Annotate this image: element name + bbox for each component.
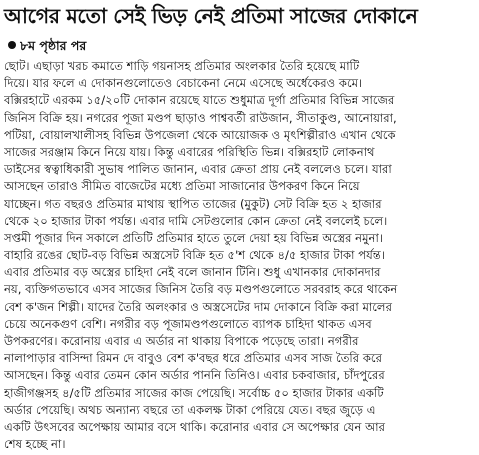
body-line: এবার প্রতিমার বড় অস্ত্রের চাহিদা নেই বলে জানান টিনি। শুধু এখানকার দোকানদার — [4, 265, 381, 280]
body-line: আসছেন তারাও সীমিত বাজেটের মধ্যে প্রতিমা সাজানোর উপকরণ কিনে নিয়ে — [4, 179, 360, 194]
body-line: থেকে ২০ হাজার টাকা পর্যন্ত। এবার দামি সেটগুলোর কোন ক্রেতা নেই বললেই চলে। — [4, 213, 388, 228]
body-line: দিয়ে। যার ফলে এ দোকানগুলোতেও বেচাকেনা নেমে এসেছে অর্ধেকেরও কমে। — [4, 76, 363, 91]
body-line: আসছেন। কিন্তু এবার তেমন কোন অর্ডার পাননি তিনিও। এবার চকবাজার, চাঁদপুরের — [4, 368, 385, 383]
body-line: ডাইসের স্বত্বাধিকারী সুভাষ পালিত জানান, এবার ক্রেতা প্রায় নেই বললেও চলে। যারা — [4, 162, 392, 177]
body-line: উপকরণের। করোনায় এবার এ অর্ডার না থাকায় বিপাকে পড়েছে তারা। নগরীর — [4, 334, 359, 348]
continuation-marker — [8, 38, 86, 54]
body-line: নালাপাড়ার বাসিন্দা রিমন দে বাবুও বেশ ক'বছর ধরে প্রতিমার এসব সাজ তৈরি করে — [4, 351, 382, 366]
article-body — [4, 58, 474, 453]
body-line: সপ্তমী পূজার দিন সকালে প্রতিটি প্রতিমার হাতে তুলে দেয়া হয় বিভিন্ন অস্ত্রের নমুনা। — [4, 230, 383, 245]
body-line: শেষ হচ্ছে না। — [4, 437, 66, 452]
headline: আগের মতো সেই ভিড় নেই প্রতিমা সাজের দোকানে — [4, 4, 418, 28]
body-line: বেশ ক'জন শিল্পী। যাদের তৈরি অলংকার ও অস্ত্রসেটের দাম দোকানে বিক্রি করা মালের — [4, 299, 392, 314]
body-line: পটিয়া, বোয়ালখালীসহ বিভিন্ন উপজেলা থেকে আয়োজক ও মৃৎশিল্পীরাও এখান থেকে — [4, 127, 396, 142]
body-line: একটি উৎসবের অপেক্ষায় আমার বসে থাকি। করোনার এবার সে অপেক্ষার যেন আর — [4, 419, 385, 434]
body-line: অর্ডার পেয়েছি। অথচ অন্যান্য বছরে তা একলক্ষ টাকা পেরিয়ে যেত। বছর জুড়ে এ — [4, 402, 376, 417]
body-line: ছোট। এছাড়া খরচ কমাতে শাড়ি গয়নাসহ প্রতিমার অংলকার তৈরি হয়েছে মাটি — [4, 59, 360, 73]
body-line: বাহারি রঙের ছোট-বড় বিভিন্ন অস্ত্রসেট বিক্রি হত ৫'শ থেকে ৪/৫ হাজার টাকা পর্যন্ত। — [4, 248, 385, 263]
body-line: হাজীগঞ্জসহ ৪/৫টি প্রতিমার সাজের কাজ পেয়েছি। সর্বোচ্চ ৫০ হাজার টাকার একটি — [4, 385, 384, 400]
body-line: যাচ্ছেন। গত বছরও প্রতিমার মাথায় স্থাপিত তাজের (মুকুট) সেট বিক্রি হত ২ হাজার — [4, 196, 382, 211]
body-line: জিনিস বিক্রি হয়। নগরের পূজা মণ্ডপ ছাড়াও পাশ্ববর্তী রাউজান, সীতাকুণ্ড, আনোয়ারা, — [4, 110, 397, 125]
body-line: বক্সিরহাটে এরকম ১৫/২০টি দোকান রয়েছে যাতে শুধুমাত্র দূর্গা প্রতিমার বিভিন্ন সাজের — [4, 93, 395, 108]
body-line: চেয়ে অনেকগুণ বেশি। নগরীর বড় পূজামণ্ডপগুলোতে ব্যাপক চাহিদা থাকত এসব — [4, 316, 372, 331]
bullet-icon — [8, 41, 16, 49]
body-line: সাজের সরঞ্জাম কিনে নিয়ে যায়। কিন্তু এবারের পরিস্থিতি ভিন্ন। বক্সিরহাট লোকনাথ — [4, 144, 375, 159]
body-line: নয়, ব্যক্তিগতভাবে এসব সাজের জিনিস তৈরি বড় মণ্ডপগুলোতে সরবরাহ করে থাকেন — [4, 282, 398, 297]
continuation-text: ৮ম পৃষ্ঠার পর — [20, 38, 87, 53]
